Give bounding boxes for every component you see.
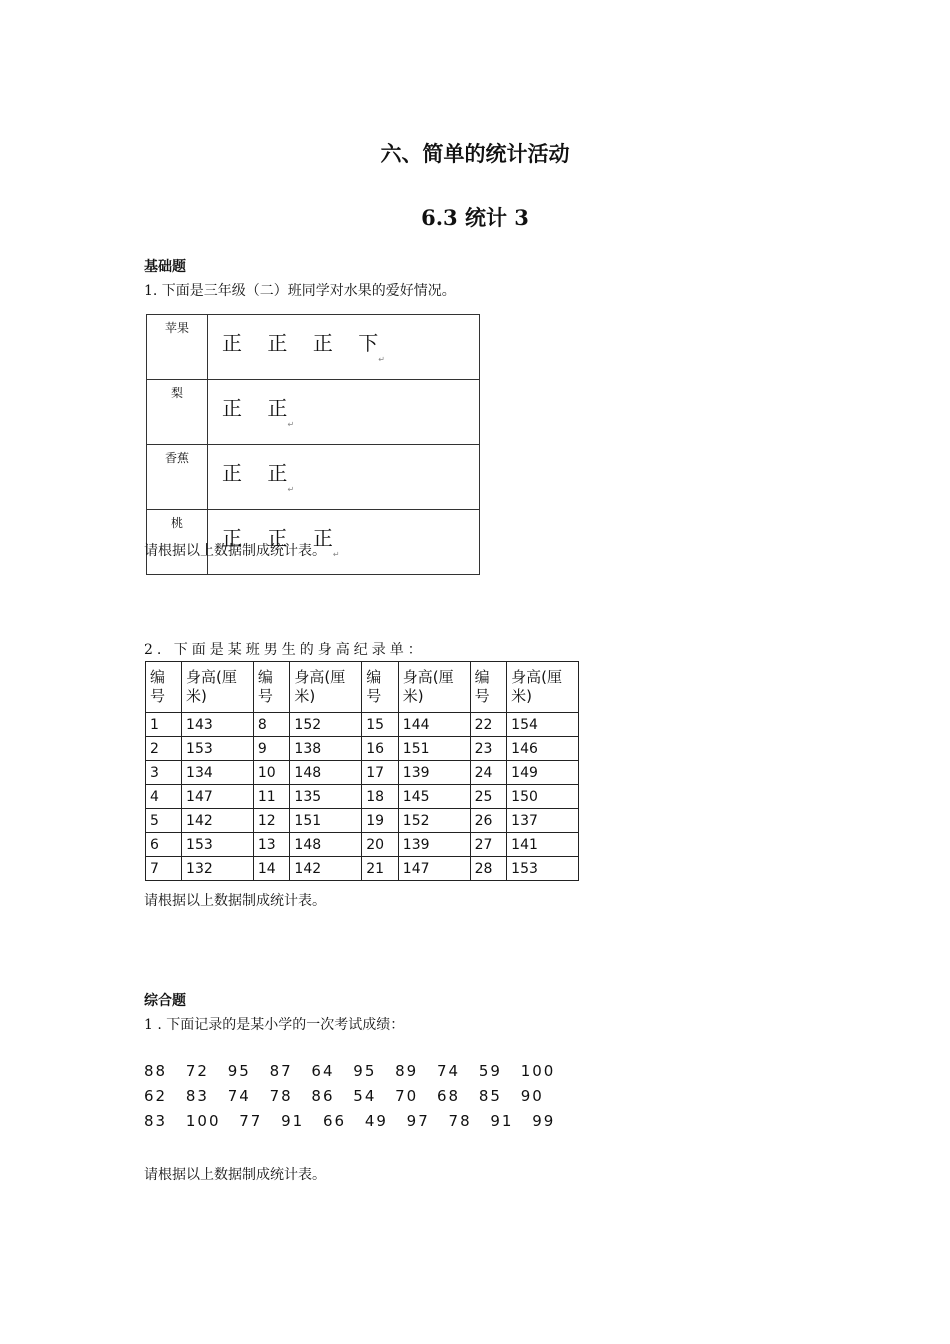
fruit-name: 苹果 <box>147 315 208 380</box>
tally-marks: 正 正 <box>222 461 288 485</box>
question-2-text: 2. 下面是某班男生的身高纪录单： <box>144 642 426 658</box>
table-row <box>146 833 579 857</box>
student-number-cell: 9 <box>253 737 290 761</box>
student-number-cell: 28 <box>470 857 507 881</box>
table-row <box>146 737 579 761</box>
height-cell: 146 <box>507 737 579 761</box>
height-cell: 138 <box>290 737 362 761</box>
height-cell: 139 <box>398 761 470 785</box>
score-line: 62 83 74 78 86 54 70 68 85 90 <box>144 1087 544 1105</box>
height-cell: 142 <box>182 809 254 833</box>
height-cell: 143 <box>182 713 254 737</box>
height-cell: 137 <box>507 809 579 833</box>
height-table-body <box>146 713 579 881</box>
student-number-cell: 11 <box>253 785 290 809</box>
height-cell: 148 <box>290 761 362 785</box>
fruit-tally-table <box>146 314 480 575</box>
basic-section-heading: 基础题 <box>144 259 186 275</box>
fruit-name: 香蕉 <box>147 445 208 510</box>
student-number-cell: 25 <box>470 785 507 809</box>
column-header: 编号 <box>253 662 290 713</box>
height-record-table <box>145 661 579 881</box>
student-number-cell: 12 <box>253 809 290 833</box>
student-number-cell: 18 <box>362 785 399 809</box>
tally-marks: 正 正 正 下 <box>222 331 379 355</box>
height-cell: 151 <box>398 737 470 761</box>
height-cell: 147 <box>182 785 254 809</box>
column-header: 身高(厘米) <box>182 662 254 713</box>
comprehensive-section-heading: 综合题 <box>144 993 186 1009</box>
tally-marks: 正 正 <box>222 396 288 420</box>
return-mark-icon: ↵ <box>332 550 340 559</box>
height-cell: 141 <box>507 833 579 857</box>
student-number-cell: 14 <box>253 857 290 881</box>
height-cell: 153 <box>182 833 254 857</box>
table-row <box>147 315 480 380</box>
height-cell: 152 <box>290 713 362 737</box>
student-number-cell: 16 <box>362 737 399 761</box>
height-cell: 148 <box>290 833 362 857</box>
student-number-cell: 3 <box>146 761 182 785</box>
height-cell: 132 <box>182 857 254 881</box>
column-header: 编号 <box>146 662 182 713</box>
table-header-row <box>146 662 579 713</box>
return-mark-icon: ↵ <box>378 355 385 364</box>
column-header: 身高(厘米) <box>507 662 579 713</box>
comprehensive-question-1-text: 1 . 下面记录的是某小学的一次考试成绩： <box>144 1017 405 1033</box>
height-cell: 152 <box>398 809 470 833</box>
height-cell: 154 <box>507 713 579 737</box>
column-header: 编号 <box>362 662 399 713</box>
return-mark-icon: ↵ <box>287 485 295 494</box>
tally-marks: 正 正 正 <box>222 526 333 550</box>
height-cell: 153 <box>507 857 579 881</box>
height-cell: 147 <box>398 857 470 881</box>
student-number-cell: 8 <box>253 713 290 737</box>
student-number-cell: 10 <box>253 761 290 785</box>
student-number-cell: 27 <box>470 833 507 857</box>
student-number-cell: 26 <box>470 809 507 833</box>
comprehensive-question-1-instruction: 请根据以上数据制成统计表。 <box>144 1167 326 1183</box>
page-title: 六、简单的统计活动 <box>380 141 570 166</box>
table-row <box>147 445 480 510</box>
table-row <box>147 380 480 445</box>
student-number-cell: 7 <box>146 857 182 881</box>
question-2-instruction: 请根据以上数据制成统计表。 <box>144 893 326 909</box>
height-cell: 134 <box>182 761 254 785</box>
student-number-cell: 5 <box>146 809 182 833</box>
student-number-cell: 6 <box>146 833 182 857</box>
student-number-cell: 24 <box>470 761 507 785</box>
height-cell: 145 <box>398 785 470 809</box>
student-number-cell: 23 <box>470 737 507 761</box>
table-row <box>146 857 579 881</box>
student-number-cell: 2 <box>146 737 182 761</box>
column-header: 身高(厘米) <box>290 662 362 713</box>
height-cell: 151 <box>290 809 362 833</box>
score-line: 83 100 77 91 66 49 97 78 91 99 <box>144 1112 556 1130</box>
column-header: 身高(厘米) <box>398 662 470 713</box>
student-number-cell: 22 <box>470 713 507 737</box>
height-cell: 139 <box>398 833 470 857</box>
student-number-cell: 1 <box>146 713 182 737</box>
student-number-cell: 13 <box>253 833 290 857</box>
height-cell: 142 <box>290 857 362 881</box>
height-cell: 149 <box>507 761 579 785</box>
student-number-cell: 20 <box>362 833 399 857</box>
table-row <box>146 809 579 833</box>
question-1-instruction: 请根据以上数据制成统计表。 <box>144 543 326 559</box>
student-number-cell: 17 <box>362 761 399 785</box>
height-cell: 150 <box>507 785 579 809</box>
column-header: 编号 <box>470 662 507 713</box>
page-subtitle: 6.3 统计 3 <box>421 205 529 230</box>
student-number-cell: 15 <box>362 713 399 737</box>
height-cell: 144 <box>398 713 470 737</box>
height-cell: 135 <box>290 785 362 809</box>
score-line: 88 72 95 87 64 95 89 74 59 100 <box>144 1062 556 1080</box>
student-number-cell: 19 <box>362 809 399 833</box>
height-cell: 153 <box>182 737 254 761</box>
student-number-cell: 21 <box>362 857 399 881</box>
table-row <box>146 713 579 737</box>
question-1-text: 1. 下面是三年级（二）班同学对水果的爱好情况。 <box>144 283 456 299</box>
fruit-name: 梨 <box>147 380 208 445</box>
fruit-name: 桃 <box>147 510 208 575</box>
return-mark-icon: ↵ <box>287 420 295 429</box>
student-number-cell: 4 <box>146 785 182 809</box>
table-row <box>146 785 579 809</box>
table-row <box>146 761 579 785</box>
